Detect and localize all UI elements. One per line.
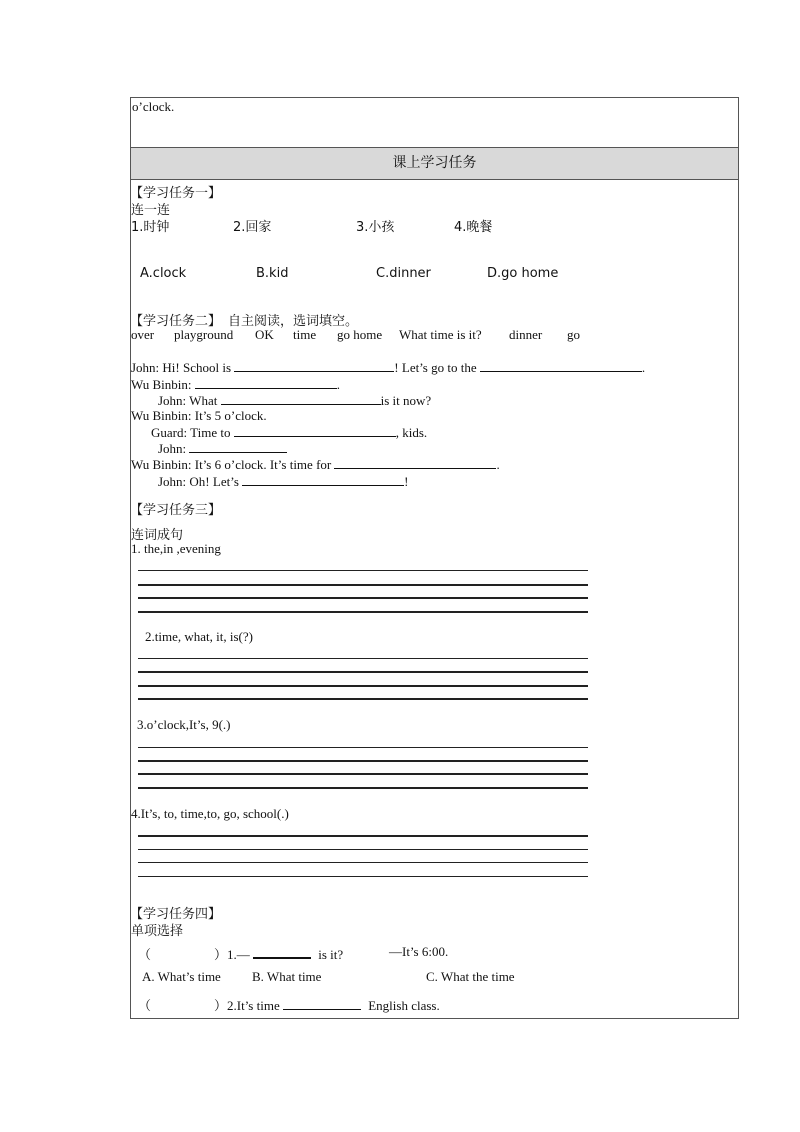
option-a: A. What’s time [142,969,221,984]
question-2 [214,995,440,1014]
writing-line[interactable] [138,862,588,863]
task1-instruction: 连一连 [131,203,171,218]
answer-blank[interactable] [234,424,396,437]
answer-blank[interactable] [221,392,381,405]
section-title: 课上学习任务 [392,155,477,171]
dialogue-line-7 [131,456,500,473]
word-bank-item: dinner [509,327,543,342]
word-bank-item: playground [174,327,234,342]
word-bank-item: OK [255,327,274,342]
question-1-answer: —It’s 6:00. [389,944,449,959]
question-1 [214,944,343,963]
word-bank-item: go home [337,327,383,342]
task1-title: 【学习任务一】 [130,186,222,201]
dialogue-line-8 [158,473,408,490]
writing-line[interactable] [138,787,588,789]
match-en-b: B.kid [256,266,289,281]
dialogue-text: John: [158,441,187,456]
writing-line[interactable] [138,584,588,586]
writing-line[interactable] [138,876,588,877]
dialogue-text: ! [404,474,409,489]
writing-line[interactable] [138,747,588,748]
top-row-text: o’clock. [132,99,175,114]
writing-line[interactable] [138,760,588,762]
question-text: ）2.It’s time [214,998,280,1013]
dialogue-text: . [641,360,646,375]
reorder-item-2: 2.time, what, it, is(?) [145,629,253,644]
dialogue-line-4: Wu Binbin: It’s 5 o’clock. [131,408,267,423]
match-en-c: C.dinner [376,266,431,281]
match-cn-2: 2.回家 [233,220,272,235]
match-en-a: A.clock [140,266,187,281]
word-bank-item: over [131,327,155,342]
task4-instruction: 单项选择 [131,924,184,939]
task2-instruction: 自主阅读，选词填空。 [228,314,359,329]
question-text: ）1.— [214,947,250,962]
writing-line[interactable] [138,698,588,700]
task3-instruction: 连词成句 [131,528,184,543]
dialogue-text: John: Hi! School is [131,360,232,375]
dialogue-text: is it now? [380,393,432,408]
word-bank-item: time [293,327,317,342]
divider [130,179,739,180]
dialogue-line-6 [158,440,287,457]
writing-line[interactable] [138,685,588,687]
answer-blank[interactable] [234,359,394,372]
task4-title: 【学习任务四】 [130,907,222,922]
writing-line[interactable] [138,658,588,659]
answer-blank[interactable] [480,359,642,372]
writing-line[interactable] [138,773,588,775]
dialogue-text: Wu Binbin: [131,377,192,392]
reorder-item-4: 4.It’s, to, time,to, go, school(.) [131,806,289,821]
writing-line[interactable] [138,849,588,850]
dialogue-text: John: Oh! Let’s [158,474,239,489]
reorder-item-1: 1. the,in ,evening [131,541,221,556]
answer-blank[interactable] [283,997,361,1010]
answer-blank[interactable] [195,376,337,389]
dialogue-text: , kids. [395,425,428,440]
dialogue-text: ! Let’s go to the [394,360,477,375]
dialogue-text: Wu Binbin: It’s 6 o’clock. It’s time for [131,457,332,472]
answer-blank[interactable] [242,473,404,486]
writing-line[interactable] [138,570,588,571]
option-c: C. What the time [426,969,515,984]
question-2-open-paren: （ [138,998,152,1013]
dialogue-text: John: What [158,393,218,408]
match-cn-3: 3.小孩 [356,220,395,235]
task3-title: 【学习任务三】 [130,503,222,518]
option-b: B. What time [252,969,322,984]
dialogue-line-5 [151,424,427,441]
match-cn-1: 1.时钟 [131,220,170,235]
match-en-d: D.go home [487,266,559,281]
task2-title: 【学习任务二】 [130,314,222,329]
question-1-open-paren: （ [138,947,152,962]
word-bank-item: What time is it? [399,327,482,342]
dialogue-line-3 [158,392,431,409]
dialogue-text: . [336,377,341,392]
dialogue-text: Guard: Time to [151,425,231,440]
match-cn-4: 4.晚餐 [454,220,493,235]
answer-blank[interactable] [334,456,496,469]
dialogue-line-1 [131,359,645,376]
reorder-item-3: 3.o’clock,It’s, 9(.) [137,717,231,732]
writing-line[interactable] [138,611,588,613]
question-text: English class. [368,998,440,1013]
worksheet-frame [130,97,739,1019]
answer-blank[interactable] [189,440,287,453]
question-text: is it? [318,947,344,962]
writing-line[interactable] [138,671,588,673]
writing-line[interactable] [138,597,588,599]
word-bank-item: go [567,327,580,342]
writing-line[interactable] [138,835,588,837]
answer-blank[interactable] [253,945,311,959]
dialogue-line-2 [131,376,340,393]
dialogue-text: . [496,457,500,472]
